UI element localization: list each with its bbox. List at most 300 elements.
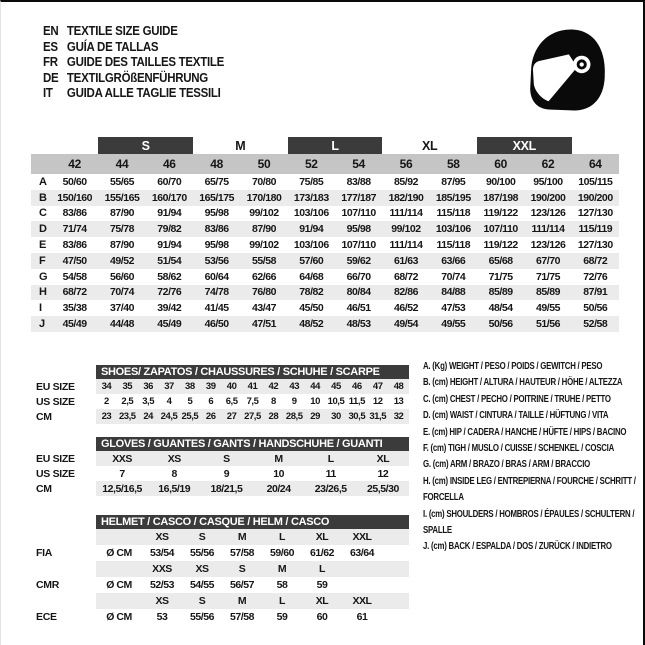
helmet-size-cell: L	[319, 563, 325, 575]
size-value-cell: 87/95	[441, 175, 466, 188]
helmet-cm-cell: 57/58	[229, 547, 255, 559]
legend-line: E. (cm) HIP / CADERA / HANCHE / HÜFTE / HIPS / BACINO	[423, 426, 627, 438]
eu-size-cell: 43	[289, 381, 300, 392]
size-value-cell: 75/85	[299, 175, 324, 188]
size-value-cell: 87/90	[109, 239, 134, 252]
size-value-cell: 70/74	[109, 286, 134, 299]
size-value-cell: 58/62	[157, 270, 182, 283]
us-size-cell: 10	[310, 396, 320, 407]
us-size-cell: 8	[171, 467, 177, 480]
size-value-cell: 91/94	[157, 207, 182, 220]
size-value-cell: 50/56	[583, 302, 608, 315]
us-size-cell: 5	[187, 396, 193, 407]
size-value-cell: 72/76	[583, 270, 608, 283]
table-row	[36, 561, 411, 577]
size-value-cell: 123/126	[530, 239, 566, 252]
size-value-cell: 107/110	[341, 239, 376, 252]
us-size-cell: 8	[270, 396, 276, 407]
table-row	[31, 253, 619, 269]
size-value-cell: 49/55	[441, 318, 466, 331]
eu-size-cell: XXS	[112, 452, 132, 465]
helmet-cm-cell: 55/56	[189, 547, 215, 559]
legend-line: A. (Kg) WEIGHT / PESO / POIDS / GEWITCH / PESO	[423, 361, 603, 372]
size-column-header: 54	[352, 157, 366, 171]
us-size-cell: 7,5	[246, 396, 259, 407]
us-size-cell: 6	[208, 396, 214, 407]
language-code: ES	[43, 39, 58, 54]
eu-size-cell: 44	[310, 381, 320, 392]
eu-size-cell: 41	[247, 381, 258, 392]
size-column-header: 46	[162, 157, 176, 171]
gloves-table-title: GLOVES / GUANTES / GANTS / HANDSCHUHE / GUANTI	[96, 437, 409, 451]
size-value-cell: 85/89	[488, 286, 513, 299]
us-size-cell: 9	[223, 467, 230, 480]
eu-size-cell: 36	[143, 381, 153, 392]
helmet-size-cell	[96, 529, 142, 545]
size-group-xl: XL	[421, 138, 438, 153]
size-column-header: 52	[304, 157, 318, 171]
language-title-block	[43, 24, 224, 102]
helmet-size-cell: S	[238, 563, 246, 575]
shoes-table-title: SHOES/ ZAPATOS / CHAUSSURES / SCHUHE / SCARPE	[96, 365, 409, 379]
size-value-cell: 75/78	[109, 223, 134, 236]
helmet-cm-cell: Ø CM	[106, 611, 132, 623]
row-label: ECE	[36, 611, 57, 623]
table-row	[31, 190, 619, 206]
size-value-cell: 95/98	[204, 207, 229, 220]
us-size-cell: 3,5	[142, 396, 155, 407]
us-size-cell: 11	[325, 467, 336, 480]
table-row	[31, 269, 619, 285]
helmet-size-cell: M	[277, 563, 287, 575]
size-column-header: 42	[68, 157, 82, 171]
table-row	[36, 394, 411, 409]
size-value-cell: 107/110	[341, 207, 376, 220]
table-row	[36, 409, 411, 424]
size-value-cell: 84/88	[441, 286, 466, 299]
table-row	[31, 206, 619, 222]
size-value-cell: 87/90	[109, 207, 134, 220]
size-value-cell: 103/106	[435, 223, 471, 236]
size-value-cell: 65/68	[488, 254, 513, 267]
size-value-cell: 155/165	[104, 191, 140, 204]
eu-size-cell: 38	[185, 381, 195, 392]
cm-size-cell: 27	[226, 411, 237, 422]
cm-size-cell: 27,5	[244, 411, 261, 422]
eu-size-cell: L	[327, 452, 334, 465]
size-value-cell: 71/75	[535, 270, 560, 283]
row-label: B	[39, 191, 47, 204]
table-row	[36, 466, 411, 481]
row-label: I	[39, 302, 42, 315]
helmet-size-table	[36, 515, 411, 625]
size-value-cell: 111/114	[531, 223, 565, 236]
helmet-size-cell: S	[198, 595, 206, 607]
helmet-size-cell: M	[237, 595, 247, 607]
size-value-cell: 60/64	[204, 270, 229, 283]
table-row	[36, 529, 411, 545]
row-label: E	[39, 239, 46, 252]
eu-size-cell: 37	[164, 381, 174, 392]
eu-size-cell: 40	[226, 381, 237, 392]
size-value-cell: 54/58	[62, 270, 87, 283]
legend-line: J. (cm) BACK / ESPALDA / DOS / ZURÜCK / INDIETRO	[423, 541, 612, 553]
size-value-cell: 65/75	[204, 175, 229, 188]
size-value-cell: 177/187	[341, 191, 377, 204]
row-label: C	[39, 207, 47, 220]
size-value-cell: 48/52	[299, 318, 324, 331]
size-value-cell: 67/70	[535, 254, 560, 267]
row-label: US SIZE	[36, 395, 75, 408]
size-column-header: 56	[399, 157, 413, 171]
size-value-cell: 47/53	[441, 302, 466, 315]
cm-size-cell: 24	[143, 411, 153, 422]
size-value-cell: 83/86	[62, 207, 87, 220]
helmet-cm-cell: 61	[356, 611, 368, 623]
size-value-cell: 64/68	[299, 270, 324, 283]
size-value-cell: 187/198	[483, 191, 519, 204]
size-value-cell: 150/160	[57, 191, 93, 204]
row-label: D	[39, 223, 47, 236]
row-label: EU SIZE	[36, 452, 75, 465]
size-column-header: 60	[494, 157, 508, 171]
legend-line: G. (cm) ARM / BRAZO / BRAS / ARM / BRACCIO	[423, 459, 590, 471]
size-value-cell: 45/49	[157, 318, 182, 331]
size-value-cell: 62/66	[251, 270, 276, 283]
helmet-cm-cell: 53	[156, 611, 168, 623]
helmet-size-cell: S	[198, 531, 206, 543]
shoes-size-table	[36, 365, 411, 424]
cm-size-cell: 20/24	[266, 482, 291, 495]
eu-size-cell: 42	[268, 381, 279, 392]
us-size-cell: 2	[104, 396, 109, 407]
eu-size-cell: XS	[167, 452, 181, 465]
us-size-cell: 4	[166, 396, 172, 407]
eu-size-cell: 34	[101, 381, 112, 392]
size-value-cell: 111/114	[389, 239, 423, 252]
size-value-cell: 68/72	[393, 270, 418, 283]
cm-size-cell: 23,5	[118, 411, 136, 422]
size-value-cell: 99/102	[249, 207, 279, 220]
helmet-cm-cell: 56/57	[229, 579, 255, 591]
size-value-cell: 87/90	[251, 223, 276, 236]
eu-size-cell: 48	[393, 381, 404, 392]
size-value-cell: 83/86	[204, 223, 229, 236]
size-value-cell: 74/78	[204, 286, 229, 299]
size-value-cell: 85/92	[393, 175, 418, 188]
cm-size-cell: 23	[101, 411, 112, 422]
size-value-cell: 48/54	[488, 302, 513, 315]
language-title: TEXTILGRÖßENFÜHRUNG	[66, 70, 208, 85]
cm-size-cell: 29	[310, 411, 320, 422]
eu-size-cell: M	[274, 452, 283, 465]
size-value-cell: 190/200	[530, 191, 566, 204]
table-row	[31, 221, 619, 237]
us-size-cell: 12	[377, 467, 389, 480]
language-row	[43, 55, 224, 71]
size-value-cell: 49/54	[393, 318, 418, 331]
size-value-cell: 70/80	[251, 175, 276, 188]
size-value-cell: 103/106	[293, 207, 329, 220]
eu-size-cell: 35	[122, 381, 133, 392]
size-value-cell: 107/110	[483, 223, 518, 236]
size-value-cell: 63/66	[441, 254, 466, 267]
table-row	[36, 577, 411, 593]
size-value-cell: 57/60	[299, 254, 324, 267]
size-value-cell: 83/88	[346, 175, 371, 188]
helmet-cm-cell: Ø CM	[106, 579, 132, 591]
language-title: GUIDE DES TAILLES TEXTILE	[66, 55, 225, 69]
helmet-size-cell: XS	[195, 563, 209, 575]
us-size-cell: 11,5	[348, 396, 365, 407]
helmet-cm-cell: 63/64	[349, 547, 375, 559]
size-value-cell: 70/74	[441, 270, 466, 283]
legend-line: D. (cm) WAIST / CINTURA / TAILLE / HÜFTUNG / VITA	[423, 410, 609, 422]
legend-line: H. (cm) INSIDE LEG / ENTREPIERNA / FOURCHE / SCHRITT / FORCELLA	[423, 475, 636, 504]
size-value-cell: 82/86	[393, 286, 418, 299]
language-row	[43, 71, 224, 87]
size-value-cell: 46/52	[393, 302, 418, 315]
helmet-cm-cell: 59	[276, 611, 288, 623]
size-column-header: 64	[588, 157, 602, 171]
size-value-cell: 50/56	[488, 318, 513, 331]
size-value-cell: 44/48	[109, 318, 134, 331]
row-label	[36, 529, 96, 545]
language-row	[43, 40, 224, 56]
table-row	[31, 237, 619, 253]
corner-spacer	[31, 154, 51, 174]
spacer-cell	[51, 137, 98, 154]
size-value-cell: 49/52	[109, 254, 134, 267]
row-label: A	[39, 175, 47, 188]
row-label: CM	[36, 482, 52, 495]
size-value-cell: 46/50	[204, 318, 229, 331]
helmet-size-cell: M	[237, 531, 247, 543]
size-value-cell: 190/200	[577, 191, 613, 204]
size-value-cell: 66/70	[346, 270, 371, 283]
us-size-cell: 9	[291, 396, 297, 407]
helmet-size-cell	[96, 561, 142, 577]
size-value-cell: 43/47	[251, 302, 276, 315]
row-label: J	[39, 318, 45, 331]
us-size-cell: 10	[273, 467, 284, 480]
size-value-cell: 68/72	[62, 286, 87, 299]
legend-line: F. (cm) TIGH / MUSLO / CUISSE / SCHENKEL / COSCIA	[423, 443, 615, 455]
row-label: G	[39, 270, 48, 283]
us-size-cell: 10,5	[327, 396, 345, 407]
size-value-cell: 85/89	[535, 286, 560, 299]
size-value-cell: 87/91	[583, 286, 608, 299]
helmet-cm-cell: 59/60	[269, 547, 295, 559]
language-title: GUÍA DE TALLAS	[66, 39, 159, 54]
size-column-header: 48	[210, 157, 224, 171]
numeric-size-header-row	[31, 154, 619, 174]
size-value-cell: 55/58	[251, 254, 276, 267]
cm-size-cell: 28,5	[285, 411, 303, 422]
us-size-cell: 12	[372, 396, 383, 407]
table-row	[36, 593, 411, 609]
row-label: H	[39, 286, 47, 299]
size-value-cell: 59/62	[346, 254, 371, 267]
size-value-cell: 83/86	[62, 239, 87, 252]
cm-size-cell: 25,5	[181, 411, 199, 422]
language-code: FR	[43, 55, 58, 69]
size-value-cell: 35/38	[62, 302, 87, 315]
cm-size-cell: 18/21,5	[210, 482, 243, 495]
table-row	[36, 545, 411, 561]
helmet-cm-cell: 52/53	[149, 579, 175, 591]
size-value-cell: 111/114	[389, 207, 423, 220]
helmet-cm-cell: 57/58	[229, 611, 255, 623]
size-value-cell: 115/119	[578, 223, 613, 236]
cm-size-cell: 23/26,5	[314, 482, 347, 495]
legend-line: I. (cm) SHOULDERS / HOMBROS / ÉPAULES / SCHULTERN / SPALLE	[423, 508, 635, 537]
size-value-cell: 53/56	[204, 254, 229, 267]
size-value-cell: 37/40	[109, 302, 134, 315]
language-row	[43, 86, 224, 102]
corner-spacer	[31, 137, 51, 154]
helmet-size-cell: XS	[155, 531, 169, 543]
gloves-size-table	[36, 437, 411, 496]
size-value-cell: 39/42	[157, 302, 182, 315]
cm-size-cell: 28	[268, 411, 279, 422]
size-column-header: 44	[115, 157, 129, 171]
size-value-cell: 41/45	[204, 302, 229, 315]
helmet-table-title: HELMET / CASCO / CASQUE / HELM / CASCO	[96, 515, 409, 529]
table-row	[36, 609, 411, 625]
size-value-cell: 105/115	[578, 175, 613, 188]
language-row	[43, 24, 224, 40]
size-value-cell: 56/60	[109, 270, 134, 283]
eu-size-cell: 46	[351, 381, 362, 392]
size-value-cell: 160/170	[151, 191, 187, 204]
size-value-cell: 115/118	[436, 239, 471, 252]
eu-size-cell: S	[223, 452, 230, 465]
eu-size-cell: 47	[372, 381, 383, 392]
size-value-cell: 71/74	[62, 223, 87, 236]
helmet-size-cell: XXL	[352, 531, 372, 543]
legend-line: C. (cm) CHEST / PECHO / POITRINE / TRUHE / PETTO	[423, 393, 611, 405]
size-value-cell: 185/195	[435, 191, 471, 204]
size-group-header-row	[31, 137, 619, 154]
size-group-xxl: XXL	[477, 137, 572, 154]
row-label: F	[39, 254, 46, 267]
row-label: CMR	[36, 579, 60, 591]
helmet-cm-cell: 59	[316, 579, 328, 591]
size-group-s: S	[98, 137, 193, 154]
cm-size-cell: 12,5/16,5	[102, 482, 142, 495]
helmet-cm-cell: 58	[276, 579, 288, 591]
size-value-cell: 51/56	[535, 318, 560, 331]
helmet-size-cell	[96, 593, 142, 609]
eu-size-cell: 39	[205, 381, 216, 392]
language-code: IT	[43, 86, 53, 100]
table-row	[31, 316, 619, 332]
row-label: US SIZE	[36, 467, 75, 480]
helmet-cm-cell: 54/55	[189, 579, 215, 591]
table-row	[36, 481, 411, 496]
size-value-cell: 99/102	[249, 239, 279, 252]
row-label: FIA	[36, 547, 53, 559]
size-value-cell: 76/80	[251, 286, 276, 299]
table-row	[31, 300, 619, 316]
cm-size-cell: 16,5/19	[158, 482, 191, 495]
size-value-cell: 48/53	[346, 318, 371, 331]
size-value-cell: 49/55	[535, 302, 560, 315]
us-size-cell: 6,5	[225, 396, 238, 407]
size-value-cell: 61/63	[393, 254, 418, 267]
size-value-cell: 165/175	[199, 191, 235, 204]
row-label	[36, 561, 96, 577]
size-column-header: 50	[257, 157, 271, 171]
table-row	[36, 451, 411, 466]
helmet-size-cell: L	[279, 531, 285, 543]
row-label	[36, 593, 96, 609]
us-size-cell: 13	[393, 396, 404, 407]
language-title: TEXTILE SIZE GUIDE	[66, 24, 178, 38]
size-value-cell: 91/94	[157, 239, 182, 252]
size-value-cell: 68/72	[583, 254, 608, 267]
size-value-cell: 71/75	[488, 270, 513, 283]
textile-size-table	[31, 137, 619, 332]
table-row	[31, 174, 619, 190]
size-value-cell: 72/76	[157, 286, 182, 299]
us-size-cell: 2,5	[121, 396, 134, 407]
size-column-header: 62	[541, 157, 555, 171]
table-row	[31, 285, 619, 301]
size-value-cell: 173/183	[293, 191, 329, 204]
helmet-cm-cell: 60	[316, 611, 328, 623]
size-value-cell: 95/98	[346, 223, 371, 236]
size-value-cell: 55/65	[109, 175, 134, 188]
size-value-cell: 60/70	[157, 175, 182, 188]
size-value-cell: 90/100	[485, 175, 516, 188]
helmet-cm-cell: 61/62	[309, 547, 335, 559]
size-value-cell: 45/49	[62, 318, 87, 331]
language-title: GUIDA ALLE TAGLIE TESSILI	[66, 86, 221, 100]
eu-size-cell: XL	[376, 452, 390, 465]
size-value-cell: 91/94	[299, 223, 324, 236]
size-value-cell: 103/106	[293, 239, 329, 252]
language-code: EN	[43, 24, 59, 38]
measurement-legend	[423, 359, 641, 556]
helmet-size-cell: L	[279, 595, 285, 607]
helmet-size-cell: XXS	[152, 563, 172, 575]
row-label: EU SIZE	[36, 380, 75, 393]
helmet-size-cell: XXL	[352, 595, 372, 607]
size-value-cell: 47/51	[251, 318, 276, 331]
language-code: DE	[43, 70, 59, 85]
cm-size-cell: 24,5	[160, 411, 178, 422]
size-value-cell: 99/102	[391, 223, 421, 236]
size-value-cell: 170/180	[246, 191, 282, 204]
size-value-cell: 127/130	[577, 239, 613, 252]
size-value-cell: 80/84	[346, 286, 371, 299]
size-value-cell: 78/82	[299, 286, 324, 299]
size-value-cell: 52/58	[583, 318, 608, 331]
size-value-cell: 182/190	[388, 191, 424, 204]
racing-helmet-icon	[521, 20, 613, 120]
size-value-cell: 51/54	[157, 254, 182, 267]
cm-size-cell: 32	[393, 411, 404, 422]
size-value-cell: 119/122	[483, 239, 518, 252]
size-value-cell: 46/51	[346, 302, 371, 315]
size-column-header: 58	[446, 157, 460, 171]
cm-size-cell: 30	[331, 411, 341, 422]
table-row	[36, 379, 411, 394]
us-size-cell: 7	[119, 467, 125, 480]
cm-size-cell: 31,5	[369, 411, 387, 422]
